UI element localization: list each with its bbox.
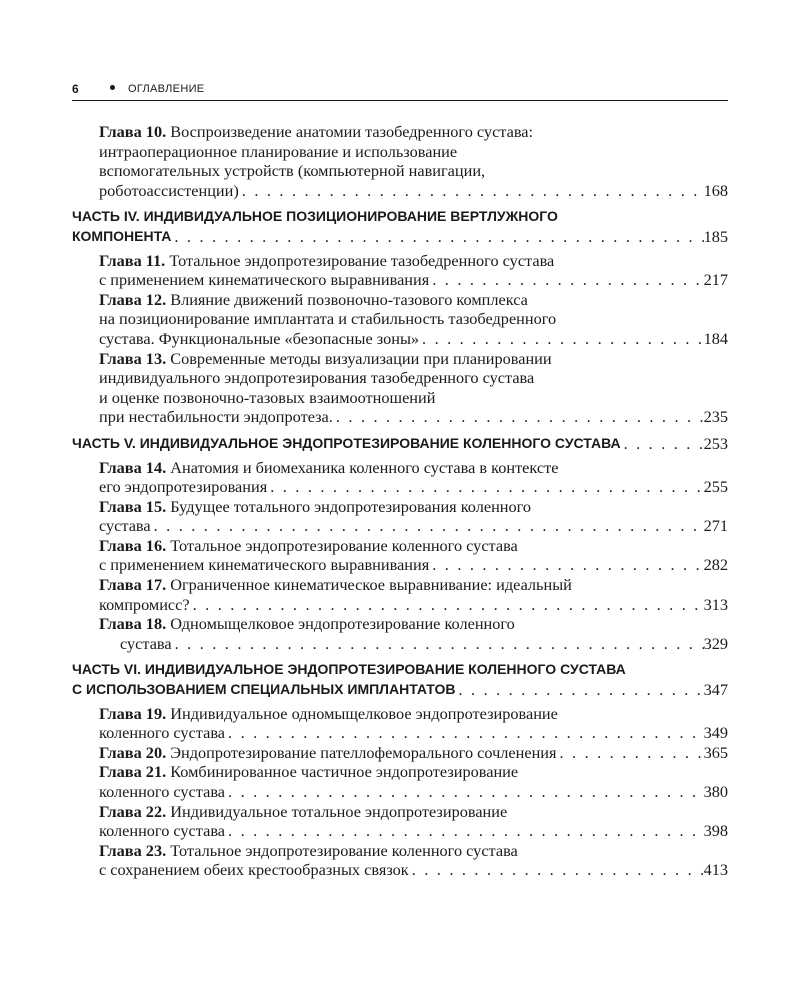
part-heading[interactable]: КОМПОНЕНТА . . . 185 <box>72 227 728 247</box>
page-ref: 271 <box>703 516 728 536</box>
page-ref: 413 <box>703 860 728 880</box>
chapter-label: Глава 15. <box>99 496 167 516</box>
page-ref: 347 <box>703 680 728 700</box>
dot-leader <box>621 434 704 454</box>
toc-line[interactable]: его эндопротезирования . . . 255 <box>72 477 728 497</box>
page-ref: 184 <box>703 328 728 348</box>
dot-leader <box>429 555 703 575</box>
page-ref: 235 <box>703 407 728 427</box>
toc-line[interactable]: Глава 20. Эндопротезирование пателлофеморального сочленения . . . 365 <box>72 743 728 763</box>
toc-line[interactable]: коленного сустава . . . 349 <box>72 723 728 743</box>
chapter-label: Глава 23. <box>99 840 167 860</box>
toc-line: Глава 19. Индивидуальное одномыщелковое эндопротезирование <box>99 703 558 723</box>
toc-line: интраоперационное планирование и использование <box>99 141 458 161</box>
chapter-label: Глава 17. <box>99 575 167 595</box>
dot-leader <box>172 634 704 654</box>
toc-line[interactable]: с применением кинематического выравнивания . . . 282 <box>72 555 728 575</box>
page-ref: 349 <box>703 723 728 743</box>
chapter-label: Глава 11. <box>99 250 166 270</box>
toc-line[interactable]: компромисс? . . . 313 <box>72 595 728 615</box>
toc-line: Глава 22. Индивидуальное тотальное эндопротезирование <box>99 801 508 821</box>
page-ref: 185 <box>703 226 728 246</box>
toc-line: Глава 16. Тотальное эндопротезирование коленного сустава <box>99 535 518 555</box>
toc-line: и оценке позвоночно-тазовых взаимоотношений <box>99 387 436 407</box>
toc-line[interactable]: сустава. Функциональные «безопасные зоны» . . . 184 <box>72 329 728 349</box>
toc-line: на позиционирование имплантата и стабильность тазобедренного <box>99 309 557 329</box>
page-ref: 398 <box>703 821 728 841</box>
toc-line: Глава 14. Анатомия и биомеханика коленного сустава в контексте <box>99 457 559 477</box>
dot-leader <box>225 782 704 802</box>
toc-line[interactable]: с применением кинематического выравнивания . . . 217 <box>72 270 728 290</box>
toc-line: Глава 21. Комбинированное частичное эндопротезирование <box>99 762 519 782</box>
toc-line: Глава 17. Ограниченное кинематическое выравнивание: идеальный <box>99 575 572 595</box>
toc-line: Глава 12. Влияние движений позвоночно-тазового комплекса <box>99 289 528 309</box>
chapter-label: Глава 21. <box>99 762 167 782</box>
running-header <box>72 80 728 101</box>
toc-line[interactable]: сустава . . . 329 <box>72 634 728 654</box>
dot-leader <box>333 407 704 427</box>
part-heading[interactable]: С ИСПОЛЬЗОВАНИЕМ СПЕЦИАЛЬНЫХ ИМПЛАНТАТОВ . . . 347 <box>72 680 728 700</box>
dot-leader <box>419 329 704 349</box>
chapter-label: Глава 19. <box>99 703 167 723</box>
toc-line[interactable]: с сохранением обеих крестообразных связок . . . 413 <box>72 860 728 880</box>
dot-leader <box>557 743 704 763</box>
toc-line[interactable]: коленного сустава . . . 380 <box>72 782 728 802</box>
chapter-label: Глава 16. <box>99 535 167 555</box>
page-ref: 217 <box>703 270 728 290</box>
page-number: 6 <box>72 82 79 96</box>
dot-leader <box>151 516 704 536</box>
toc-line: Глава 11. Тотальное эндопротезирование тазобедренного сустава <box>99 250 555 270</box>
dot-leader <box>171 227 703 247</box>
dot-leader <box>225 821 704 841</box>
toc-line: индивидуального эндопротезирования тазобедренного сустава <box>99 368 535 388</box>
page-ref: 282 <box>703 555 728 575</box>
toc-line: Глава 23. Тотальное эндопротезирование коленного сустава <box>99 840 518 860</box>
table-of-contents <box>72 122 728 880</box>
page-ref: 329 <box>703 633 728 653</box>
page-ref: 168 <box>703 180 728 200</box>
page-ref: 313 <box>703 594 728 614</box>
page-ref: 380 <box>703 782 728 801</box>
part-heading: ЧАСТЬ IV. ИНДИВИДУАЛЬНОЕ ПОЗИЦИОНИРОВАНИЕ ВЕРТЛУЖНОГО <box>72 208 558 225</box>
toc-line: Глава 13. Современные методы визуализации при планировании <box>99 348 552 368</box>
header-title: ОГЛАВЛЕНИЕ <box>128 83 205 95</box>
part-heading[interactable]: ЧАСТЬ V. ИНДИВИДУАЛЬНОЕ ЭНДОПРОТЕЗИРОВАНИЕ КОЛЕННОГО СУСТАВА . . . 253 <box>72 434 728 454</box>
toc-line: Глава 18. Одномыщелковое эндопротезирование коленного <box>99 614 515 634</box>
chapter-label: Глава 14. <box>99 457 167 477</box>
chapter-label: Глава 13. <box>99 348 167 368</box>
chapter-label: Глава 22. <box>99 801 167 821</box>
page-ref: 255 <box>703 477 728 497</box>
toc-line[interactable]: роботоассистенции) . . . 168 <box>72 181 728 201</box>
toc-line: Глава 10. Воспроизведение анатомии тазобедренного сустава: <box>99 122 534 141</box>
chapter-label: Глава 18. <box>99 614 167 634</box>
page-ref: 365 <box>703 742 728 762</box>
bullet-icon <box>110 85 115 90</box>
dot-leader <box>239 181 704 201</box>
toc-line[interactable]: при нестабильности эндопротеза. . . . 235 <box>72 407 728 427</box>
chapter-label: Глава 12. <box>99 289 167 309</box>
dot-leader <box>456 680 704 700</box>
part-heading: ЧАСТЬ VI. ИНДИВИДУАЛЬНОЕ ЭНДОПРОТЕЗИРОВАНИЕ КОЛЕННОГО СУСТАВА <box>72 661 626 678</box>
dot-leader <box>429 270 703 290</box>
page-ref: 253 <box>703 433 728 453</box>
dot-leader <box>225 723 704 743</box>
dot-leader <box>267 477 703 497</box>
dot-leader <box>409 860 704 880</box>
toc-line: Глава 15. Будущее тотального эндопротезирования коленного <box>99 496 532 516</box>
toc-line[interactable]: сустава . . . 271 <box>72 516 728 536</box>
toc-line: вспомогательных устройств (компьютерной навигации, <box>99 161 486 181</box>
chapter-label: Глава 20. <box>99 742 167 762</box>
chapter-label: Глава 10. <box>99 122 167 141</box>
toc-line[interactable]: коленного сустава . . . 398 <box>72 821 728 841</box>
dot-leader <box>190 595 704 615</box>
